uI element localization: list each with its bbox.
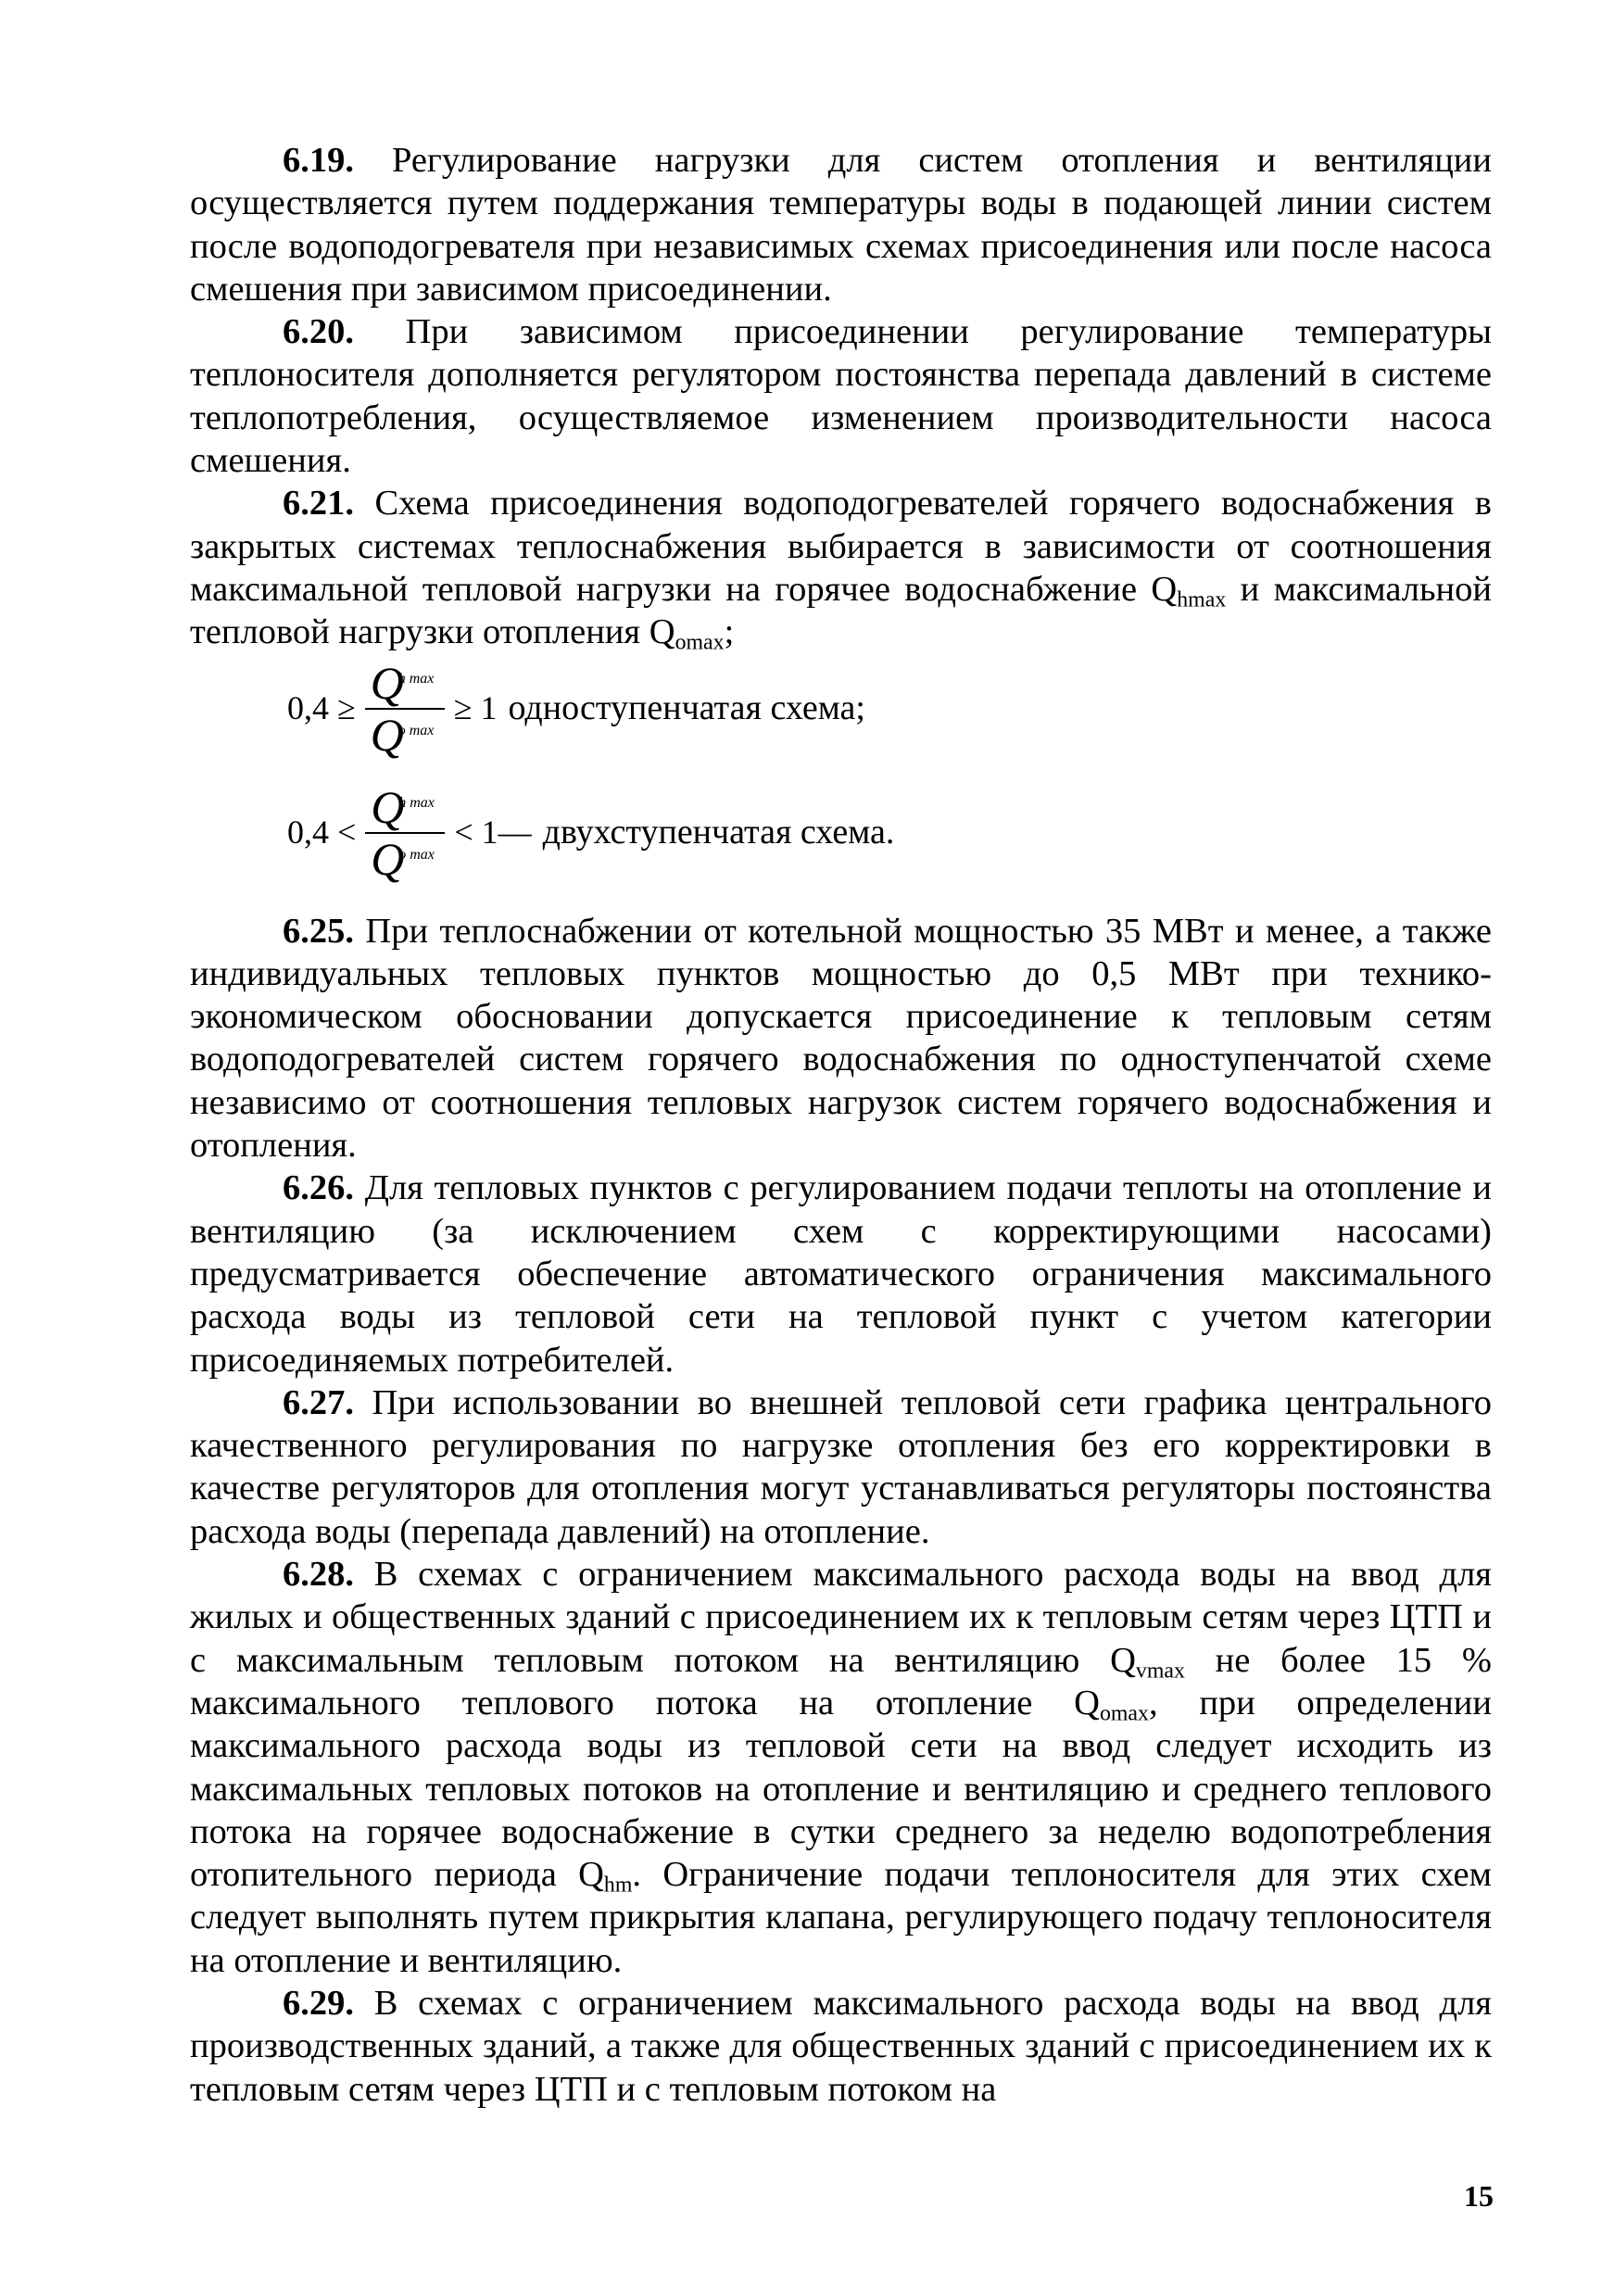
clause-number: 6.28.: [283, 1555, 354, 1595]
clause-text: ;: [724, 612, 735, 652]
subscript: vmax: [1135, 1659, 1185, 1684]
clause-text: и максимальной тепловой нагрузки отопления Q: [190, 569, 1492, 652]
clause-number: 6.20.: [283, 312, 354, 352]
subscript: hmax: [1177, 587, 1227, 612]
clause-text: При теплоснабжении от котельной мощностью 35 МВт и менее, а также индивидуальных тепловых пунктов мощностью до 0,5 МВт при технико-экономическом обосновании допускается присоединение к тепловым сетям водоподогревателей систем горячего водоснабжения по одноступенчатой схеме независимо от соотношения тепловых нагрузок систем горячего водоснабжения и отопления.: [190, 911, 1492, 1166]
paragraph-6-19: [190, 139, 1492, 310]
denominator: [371, 832, 439, 885]
denominator-subscript: o max: [397, 722, 435, 738]
formula-two-stage: [287, 780, 895, 885]
subscript: omax: [675, 630, 725, 655]
formula-suffix: < 1—: [454, 814, 532, 852]
clause-number: 6.19.: [283, 141, 354, 180]
clause-text: Для тепловых пунктов с регулированием подачи теплоты на отопление и вентиляцию (за исключением схем с корректирующими насосами) предусматривается обеспечение автоматического ограничения максимального расхода воды из тепловой сети на тепловой пункт с учетом категории присоединяемых потребителей.: [190, 1168, 1492, 1380]
formula-label: двухступенчатая схема.: [542, 813, 895, 852]
denominator: [370, 708, 439, 761]
paragraph-6-29: [190, 1982, 1492, 2111]
paragraph-6-26: [190, 1167, 1492, 1381]
numerator-subscript: h max: [397, 670, 435, 687]
formula-label: одноступенчатая схема;: [508, 688, 865, 728]
paragraph-6-25: [190, 910, 1492, 1167]
clause-number: 6.26.: [283, 1168, 354, 1208]
clause-text: При использовании во внешней тепловой сети графика центрального качественного регулирования по нагрузке отопления без его корректировки в качестве регуляторов для отопления могут устанавливаться регуляторы постоянства расхода воды (перепада давлений) на отопление.: [190, 1382, 1492, 1551]
clause-text: Схема присоединения водоподогревателей горячего водоснабжения в закрытых системах теплоснабжения выбирается в зависимости от соотношения максимальной тепловой нагрузки на горячее водоснабжение Q: [190, 484, 1492, 609]
clause-number: 6.29.: [283, 1983, 354, 2023]
denominator-symbol: Q: [370, 708, 404, 761]
denominator-subscript: o max: [398, 846, 435, 863]
subscript: hm: [603, 1873, 633, 1898]
formula-prefix: 0,4 ≥: [287, 689, 356, 727]
clause-text: . Ограничение подачи теплоносителя для этих схем следует выполнять путем прикрытия клапана, регулирующего подачу теплоносителя на отопление и вентиляцию.: [190, 1855, 1492, 1980]
formula-suffix: ≥ 1: [453, 689, 498, 727]
body-text: [190, 139, 1492, 2111]
formula-block: [190, 658, 1492, 904]
clause-number: 6.27.: [283, 1382, 354, 1422]
fraction: [365, 780, 445, 885]
fraction: [365, 656, 445, 761]
numerator-symbol: Q: [371, 780, 405, 833]
clause-text: В схемах с ограничением максимального расхода воды на ввод для жилых и общественных зданий с присоединением их к тепловым сетям через ЦТП и с максимальным тепловым потоком на вентиляцию Q: [190, 1555, 1493, 1680]
subscript: omax: [1099, 1701, 1149, 1726]
paragraph-6-21: [190, 482, 1492, 653]
numerator-subscript: h max: [398, 794, 435, 811]
clause-text: Регулирование нагрузки для систем отопления и вентиляции осуществляется путем поддержания температуры воды в подающей линии систем после водоподогревателя при независимых схемах присоединения или после насоса смешения при зависимом присоединении.: [190, 141, 1492, 309]
numerator-symbol: Q: [370, 656, 404, 709]
numerator: [371, 780, 439, 833]
paragraph-6-28: [190, 1553, 1492, 1982]
formula-single-stage: [287, 656, 865, 761]
clause-number: 6.21.: [283, 484, 354, 524]
denominator-symbol: Q: [371, 832, 405, 885]
clause-number: 6.25.: [283, 911, 354, 951]
clause-text: не более 15 % максимального теплового потока на отопление Q: [190, 1640, 1492, 1722]
page-number: 15: [1464, 2179, 1494, 2213]
paragraph-6-20: [190, 310, 1492, 482]
formula-prefix: 0,4 <: [287, 814, 357, 852]
numerator: [370, 656, 439, 709]
clause-text: При зависимом присоединении регулирование температуры теплоносителя дополняется регулятором постоянства перепада давлений в системе теплопотребления, осуществляемое изменением производительности насоса смешения.: [190, 312, 1492, 481]
paragraph-6-27: [190, 1381, 1492, 1553]
clause-text: , при определении максимального расхода воды из тепловой сети на ввод следует исходить из максимальных тепловых потоков на отопление и вентиляцию и среднего теплового потока на горячее водоснабжение в сутки среднего за неделю водопотребления отопительного периода Q: [190, 1683, 1492, 1895]
clause-text: В схемах с ограничением максимального расхода воды на ввод для производственных зданий, а также для общественных зданий с присоединением их к тепловым сетям через ЦТП и с тепловым потоком на: [190, 1983, 1493, 2109]
